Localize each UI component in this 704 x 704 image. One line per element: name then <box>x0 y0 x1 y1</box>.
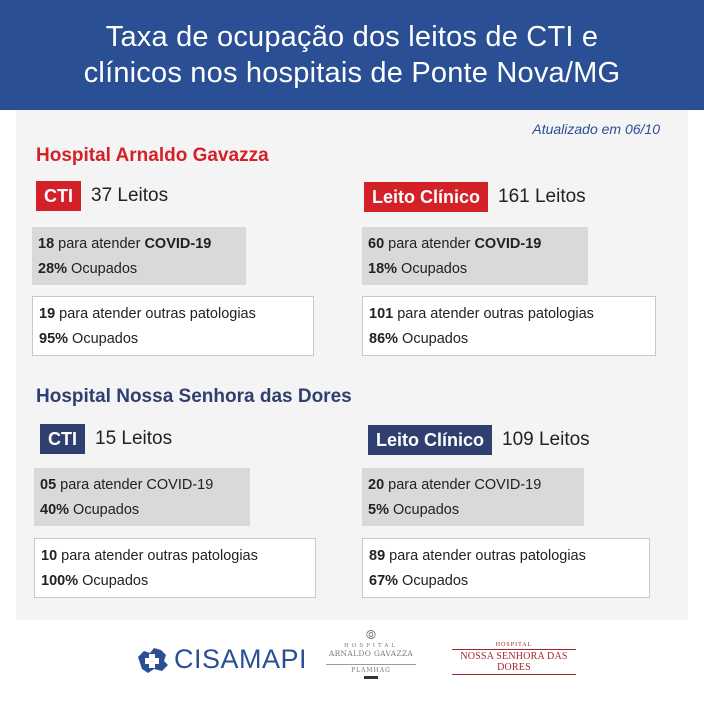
label: para atender COVID-19 <box>384 476 542 493</box>
hospital-1-title: Hospital Arnaldo Gavazza <box>36 145 269 166</box>
hospital-1-cti-beds: 37 Leitos <box>91 185 169 206</box>
count: 89 <box>369 547 386 564</box>
hospital-1-clinic-tag: Leito Clínico <box>364 182 488 212</box>
occupancy-pct: 18% <box>368 260 398 277</box>
hospital-1-clinic-beds: 161 Leitos <box>498 186 586 207</box>
occupancy-label: Ocupados <box>398 330 469 347</box>
gavazza-top: HOSPITAL <box>344 643 398 649</box>
hospital-2-clinic-other-box <box>362 538 650 598</box>
count: 101 <box>369 305 394 322</box>
updated-date: Atualizado em 06/10 <box>532 121 660 137</box>
label: para atender outras patologias <box>55 305 256 322</box>
occupancy-pct: 95% <box>39 330 69 347</box>
header-banner <box>0 0 704 110</box>
hospital-1-clinic-other-box <box>362 296 656 356</box>
count: 18 <box>38 235 55 252</box>
gavazza-sub: PLAMHAG <box>326 664 416 674</box>
occupancy-label: Ocupados <box>388 501 460 518</box>
hospital-2-cti-beds: 15 Leitos <box>95 428 173 449</box>
hospital-2-cti-tag: CTI <box>40 424 85 454</box>
hospital-2-cti-header <box>40 424 172 454</box>
occupancy-pct: 40% <box>40 501 70 518</box>
count: 20 <box>368 476 385 493</box>
dores-top: HOSPITAL <box>452 642 576 650</box>
occupancy-label: Ocupados <box>69 501 140 518</box>
hospital-2-cti-covid-box <box>34 468 250 526</box>
label: para atender outras patologias <box>385 547 586 564</box>
nossa-senhora-das-dores-logo <box>452 642 576 675</box>
occupancy-pct: 86% <box>369 330 399 347</box>
label: para atender <box>384 235 475 252</box>
hospital-1-cti-tag: CTI <box>36 181 81 211</box>
header-title-line-2: clínicos nos hospitais de Ponte Nova/MG <box>83 57 621 89</box>
hospital-1-cti-covid-box <box>32 227 246 285</box>
label: para atender <box>54 235 145 252</box>
count: 10 <box>41 547 58 564</box>
count: 19 <box>39 305 56 322</box>
hospital-2-clinic-tag: Leito Clínico <box>368 425 492 455</box>
occupancy-label: Ocupados <box>67 260 138 277</box>
arnaldo-gavazza-logo <box>326 628 416 679</box>
map-icon <box>136 645 170 675</box>
header-title-line-1: Taxa de ocupação dos leitos de CTI e <box>105 21 599 53</box>
occupancy-pct: 5% <box>368 501 389 518</box>
hospital-2-clinic-covid-box <box>362 468 584 526</box>
count: 60 <box>368 235 385 252</box>
gavazza-name: ARNALDO GAVAZZA <box>328 649 414 658</box>
occupancy-label: Ocupados <box>398 572 469 589</box>
cisamapi-wordmark: CISAMAPI <box>174 644 308 674</box>
dores-name: NOSSA SENHORA DAS DORES <box>452 650 576 675</box>
hospital-2-clinic-beds: 109 Leitos <box>502 429 590 450</box>
occupancy-label: Ocupados <box>78 572 149 589</box>
gavazza-bar <box>364 676 378 679</box>
footer-logos <box>0 620 704 704</box>
target: COVID-19 <box>144 235 212 252</box>
target: COVID-19 <box>474 235 542 252</box>
gavazza-seal-icon: ⦾ <box>365 628 377 643</box>
occupancy-pct: 28% <box>38 260 68 277</box>
hospital-2-title: Hospital Nossa Senhora das Dores <box>36 386 352 407</box>
occupancy-pct: 67% <box>369 572 399 589</box>
label: para atender outras patologias <box>57 547 258 564</box>
occupancy-label: Ocupados <box>68 330 139 347</box>
count: 05 <box>40 476 57 493</box>
occupancy-pct: 100% <box>41 572 79 589</box>
hospital-1-clinic-covid-box <box>362 227 588 285</box>
label: para atender COVID-19 <box>56 476 214 493</box>
hospital-2-cti-other-box <box>34 538 316 598</box>
label: para atender outras patologias <box>393 305 594 322</box>
cisamapi-logo <box>136 644 307 675</box>
hospital-1-cti-header <box>36 181 168 211</box>
hospital-1-clinic-header <box>364 182 586 212</box>
occupancy-label: Ocupados <box>397 260 468 277</box>
hospital-1-cti-other-box <box>32 296 314 356</box>
hospital-2-clinic-header <box>368 425 590 455</box>
